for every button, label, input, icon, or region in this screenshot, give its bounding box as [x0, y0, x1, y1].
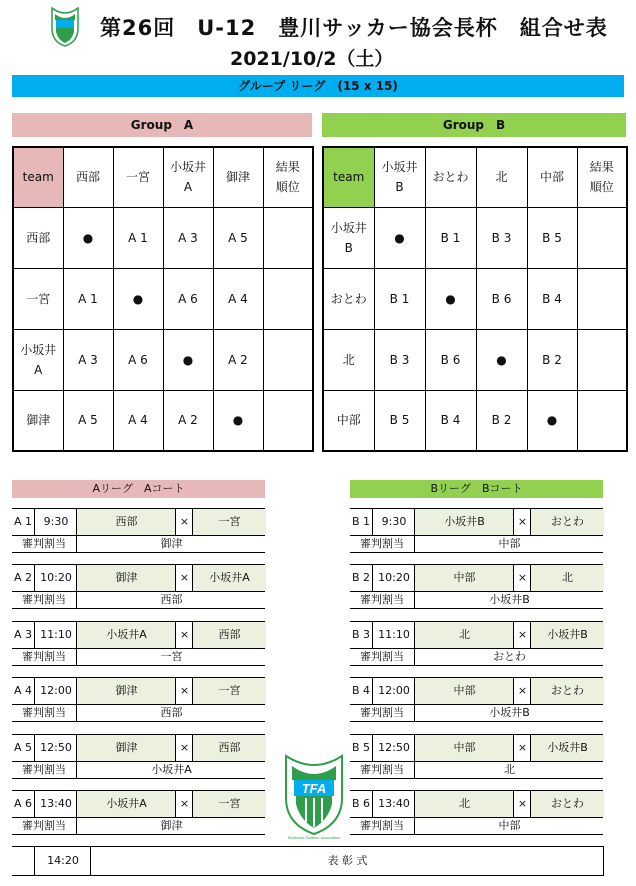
team-cell: おとわ [323, 268, 374, 329]
table-cell: ● [213, 390, 263, 451]
award-time: 14:20 [34, 847, 91, 875]
referee-label: 審判割当 [22, 650, 66, 663]
referee-team: 御津 [76, 535, 266, 552]
referee-team: 中部 [414, 817, 604, 834]
match-time: 9:30 [34, 509, 77, 535]
header-cell: 御津 [213, 147, 263, 207]
match-block [350, 508, 603, 553]
away-team: 西部 [192, 735, 266, 761]
match-id: A 3 [13, 628, 33, 641]
match-block [350, 677, 603, 722]
group-b-label: Group B [322, 113, 626, 137]
match-row [350, 734, 603, 762]
referee-row [12, 704, 265, 722]
table-cell: A 4 [113, 390, 163, 451]
award-id-cell [12, 847, 34, 875]
table-cell: A 4 [213, 268, 263, 329]
home-team: 中部 [414, 565, 514, 591]
referee-label: 審判割当 [22, 537, 66, 550]
referee-row [350, 817, 603, 835]
page-title: 第26回 U-12 豊川サッカー協会長杯 組合せ表 [100, 16, 608, 40]
referee-row [12, 591, 265, 609]
team-cell: 小坂井 A [13, 329, 63, 390]
referee-row [350, 704, 603, 722]
header-cell: team [13, 147, 63, 207]
match-id: B 3 [351, 628, 371, 641]
match-id: B 6 [351, 797, 371, 810]
header-cell: 結果 順位 [577, 147, 627, 207]
match-time: 12:00 [372, 678, 415, 704]
table-cell: A 3 [63, 329, 113, 390]
home-team: 西部 [76, 509, 176, 535]
vs-mark: × [513, 678, 531, 704]
match-block [350, 621, 603, 666]
referee-row [12, 761, 265, 779]
away-team: 小坂井A [192, 565, 266, 591]
referee-team: 中部 [414, 535, 604, 552]
vs-mark: × [513, 622, 531, 648]
referee-label: 審判割当 [360, 537, 404, 550]
team-cell: 西部 [13, 207, 63, 268]
away-team: 一宮 [192, 509, 266, 535]
award-label: 表 彰 式 [90, 847, 604, 875]
referee-label: 審判割当 [360, 650, 404, 663]
vs-mark: × [175, 735, 193, 761]
match-block [12, 621, 265, 666]
away-team: 北 [530, 565, 604, 591]
table-cell: ● [476, 329, 527, 390]
match-time: 9:30 [372, 509, 415, 535]
referee-row [12, 535, 265, 553]
match-time: 10:20 [34, 565, 77, 591]
referee-team: 小坂井B [414, 704, 604, 721]
home-team: 小坂井A [76, 791, 176, 817]
match-time: 13:40 [34, 791, 77, 817]
vs-mark: × [513, 735, 531, 761]
match-row [12, 564, 265, 592]
referee-team: 北 [414, 761, 604, 778]
table-cell: ● [113, 268, 163, 329]
vs-mark: × [175, 791, 193, 817]
referee-label: 審判割当 [360, 706, 404, 719]
away-team: おとわ [530, 791, 604, 817]
table-cell: B 5 [527, 207, 577, 268]
team-cell: 小坂井 B [323, 207, 374, 268]
referee-row [350, 648, 603, 666]
header-cell: 小坂井 B [374, 147, 425, 207]
home-team: 北 [414, 791, 514, 817]
group-a-label: Group A [12, 113, 312, 137]
court-b-label: Bリーグ Bコート [350, 480, 603, 498]
away-team: おとわ [530, 509, 604, 535]
referee-team: 西部 [76, 591, 266, 608]
referee-label: 審判割当 [360, 593, 404, 606]
referee-team: 一宮 [76, 648, 266, 665]
match-block [12, 677, 265, 722]
match-row [12, 677, 265, 705]
header-cell: おとわ [425, 147, 476, 207]
match-id: B 2 [351, 571, 371, 584]
result-cell [577, 207, 627, 268]
home-team: 小坂井A [76, 622, 176, 648]
table-cell: A 6 [113, 329, 163, 390]
vs-mark: × [175, 509, 193, 535]
referee-label: 審判割当 [360, 819, 404, 832]
table-cell: ● [425, 268, 476, 329]
table-cell: A 6 [163, 268, 213, 329]
match-row [350, 508, 603, 536]
referee-row [350, 535, 603, 553]
result-cell [577, 329, 627, 390]
award-ceremony-row [12, 846, 604, 876]
match-row [12, 621, 265, 649]
team-cell: 一宮 [13, 268, 63, 329]
table-cell: A 1 [63, 268, 113, 329]
match-row [12, 790, 265, 818]
table-cell: A 2 [213, 329, 263, 390]
away-team: 小坂井B [530, 622, 604, 648]
match-block [350, 734, 603, 779]
vs-mark: × [513, 509, 531, 535]
table-cell: B 3 [374, 329, 425, 390]
group-b-table [322, 146, 628, 452]
table-cell: A 3 [163, 207, 213, 268]
match-row [350, 790, 603, 818]
match-time: 11:10 [34, 622, 77, 648]
referee-label: 審判割当 [22, 706, 66, 719]
vs-mark: × [175, 565, 193, 591]
match-row [12, 734, 265, 762]
match-block [12, 790, 265, 835]
match-time: 12:50 [372, 735, 415, 761]
header-cell: 結果 順位 [263, 147, 313, 207]
table-cell: B 6 [476, 268, 527, 329]
match-block [12, 508, 265, 553]
away-team: おとわ [530, 678, 604, 704]
team-cell: 御津 [13, 390, 63, 451]
table-cell: ● [374, 207, 425, 268]
table-cell: B 6 [425, 329, 476, 390]
table-cell: B 1 [374, 268, 425, 329]
match-block [350, 564, 603, 609]
away-team: 一宮 [192, 791, 266, 817]
table-cell: B 3 [476, 207, 527, 268]
match-row [350, 677, 603, 705]
table-cell: A 1 [113, 207, 163, 268]
header-cell: team [323, 147, 374, 207]
match-id: A 6 [13, 797, 33, 810]
match-row [12, 508, 265, 536]
match-time: 13:40 [372, 791, 415, 817]
table-cell: B 5 [374, 390, 425, 451]
header-cell: 北 [476, 147, 527, 207]
vs-mark: × [175, 622, 193, 648]
referee-team: 小坂井A [76, 761, 266, 778]
header-cell: 中部 [527, 147, 577, 207]
tfa-logo-large [282, 752, 346, 842]
match-id: A 4 [13, 684, 33, 697]
match-time: 12:00 [34, 678, 77, 704]
away-team: 一宮 [192, 678, 266, 704]
table-cell: B 2 [527, 329, 577, 390]
home-team: 北 [414, 622, 514, 648]
table-cell: ● [63, 207, 113, 268]
home-team: 御津 [76, 735, 176, 761]
table-cell: B 2 [476, 390, 527, 451]
table-cell: ● [163, 329, 213, 390]
table-cell: B 4 [425, 390, 476, 451]
result-cell [263, 268, 313, 329]
logo-text: TFA [301, 781, 327, 796]
referee-label: 審判割当 [22, 763, 66, 776]
result-cell [263, 390, 313, 451]
match-id: A 5 [13, 741, 33, 754]
header-cell: 西部 [63, 147, 113, 207]
home-team: 中部 [414, 678, 514, 704]
result-cell [263, 329, 313, 390]
referee-row [350, 591, 603, 609]
header-cell: 一宮 [113, 147, 163, 207]
vs-mark: × [513, 791, 531, 817]
table-cell: A 5 [63, 390, 113, 451]
home-team: 小坂井B [414, 509, 514, 535]
event-date: 2021/10/2（土） [230, 48, 394, 70]
match-time: 12:50 [34, 735, 77, 761]
referee-team: 西部 [76, 704, 266, 721]
result-cell [263, 207, 313, 268]
vs-mark: × [513, 565, 531, 591]
table-cell: ● [527, 390, 577, 451]
tfa-logo [50, 6, 80, 52]
result-cell [577, 390, 627, 451]
group-a-table [12, 146, 314, 452]
table-cell: B 1 [425, 207, 476, 268]
referee-team: おとわ [414, 648, 604, 665]
match-block [350, 790, 603, 835]
header-cell: 小坂井 A [163, 147, 213, 207]
home-team: 御津 [76, 678, 176, 704]
team-cell: 北 [323, 329, 374, 390]
away-team: 西部 [192, 622, 266, 648]
referee-row [12, 648, 265, 666]
home-team: 御津 [76, 565, 176, 591]
match-id: A 2 [13, 571, 33, 584]
away-team: 小坂井B [530, 735, 604, 761]
table-cell: A 2 [163, 390, 213, 451]
result-cell [577, 268, 627, 329]
home-team: 中部 [414, 735, 514, 761]
team-cell: 中部 [323, 390, 374, 451]
referee-row [12, 817, 265, 835]
match-id: B 4 [351, 684, 371, 697]
match-time: 11:10 [372, 622, 415, 648]
court-a-label: Aリーグ Aコート [12, 480, 265, 498]
match-id: A 1 [13, 515, 33, 528]
referee-label: 審判割当 [22, 819, 66, 832]
logo-caption: Toyokawa Football Association [287, 836, 341, 840]
match-time: 10:20 [372, 565, 415, 591]
match-row [350, 564, 603, 592]
referee-label: 審判割当 [360, 763, 404, 776]
league-bar: グループ リーグ (15 x 15) [12, 75, 624, 97]
match-row [350, 621, 603, 649]
table-cell: A 5 [213, 207, 263, 268]
referee-team: 小坂井B [414, 591, 604, 608]
referee-row [350, 761, 603, 779]
referee-team: 御津 [76, 817, 266, 834]
match-id: B 5 [351, 741, 371, 754]
table-cell: B 4 [527, 268, 577, 329]
match-id: B 1 [351, 515, 371, 528]
match-block [12, 734, 265, 779]
match-block [12, 564, 265, 609]
referee-label: 審判割当 [22, 593, 66, 606]
vs-mark: × [175, 678, 193, 704]
